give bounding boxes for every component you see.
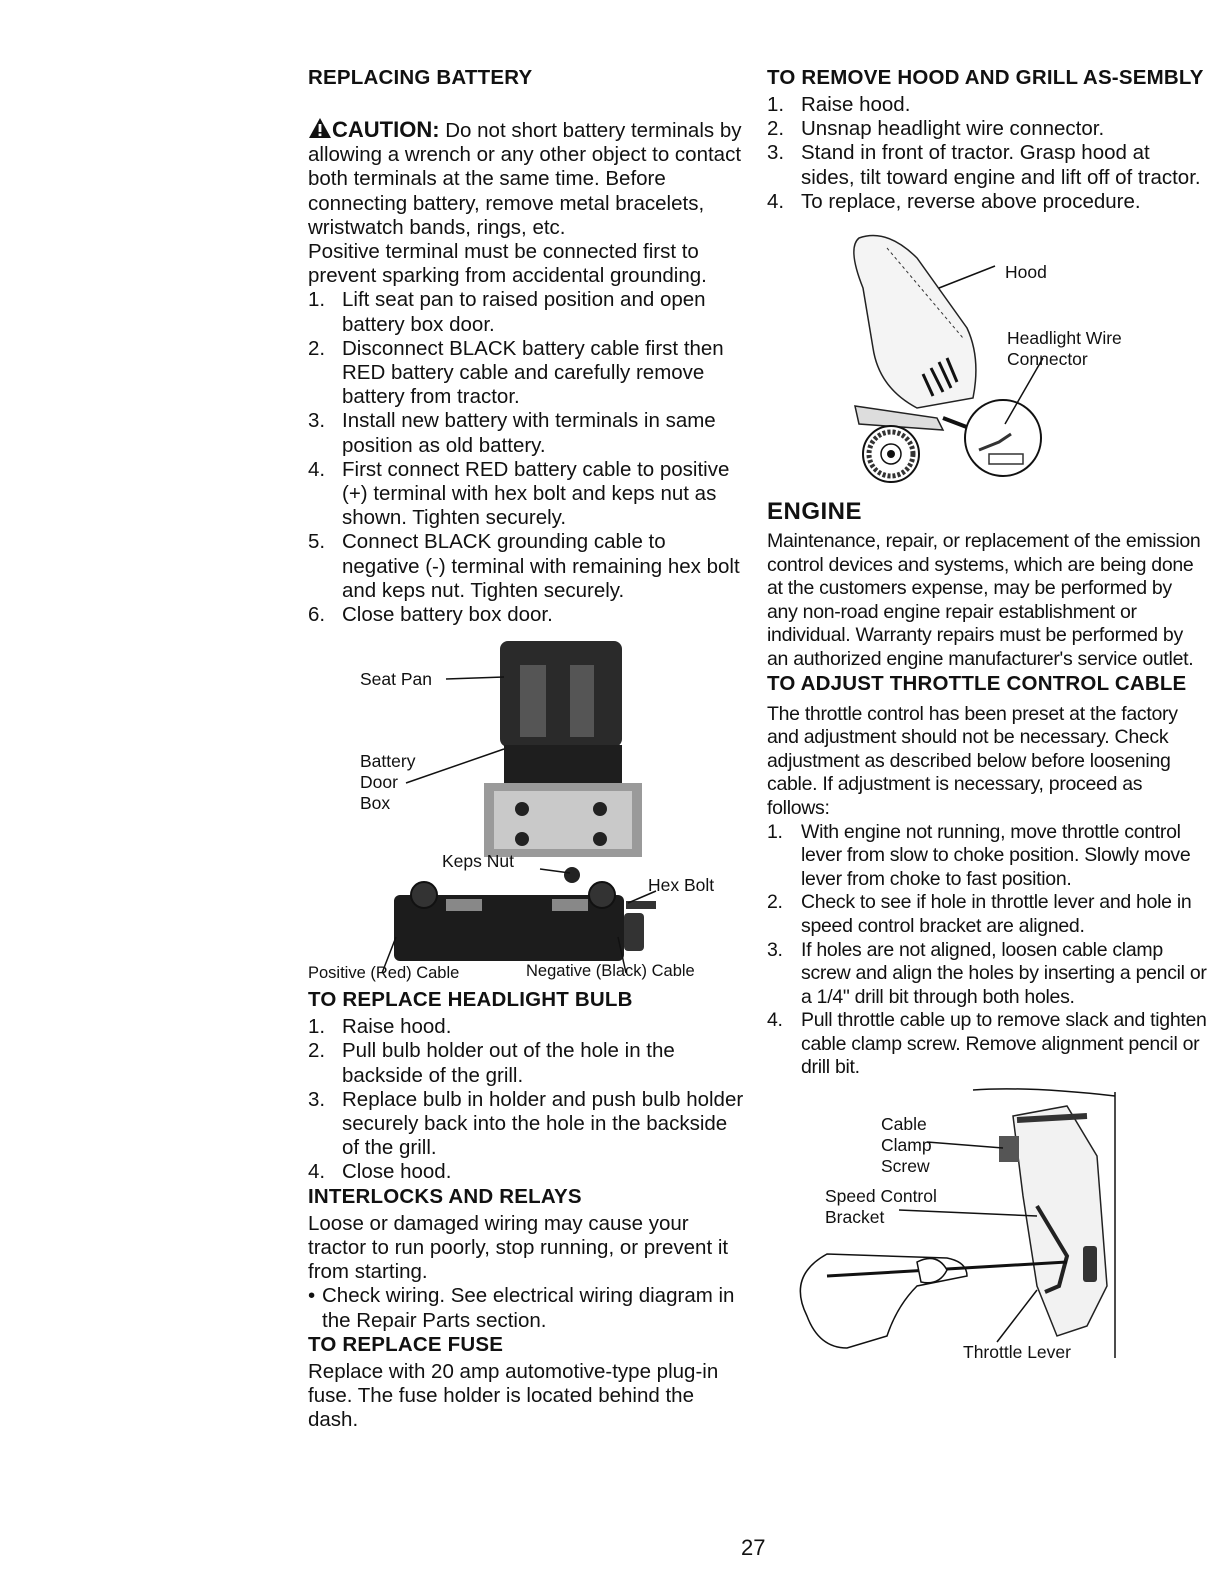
list-item: 1. Raise hood. [767,93,911,116]
seat-pan-label: Seat Pan [360,669,432,690]
replace-headlight-heading: TO REPLACE HEADLIGHT BULB [308,988,633,1012]
list-item: 1. Raise hood. [308,1015,452,1039]
list-item: 1. Lift seat pan to raised position and open battery box door. [308,288,706,336]
throttle-lever-label: Throttle Lever [963,1342,1071,1363]
battery-label: Battery [360,751,416,772]
cable-label: Cable [881,1114,927,1135]
page-number: 27 [741,1535,766,1560]
list-item: 3. If holes are not aligned, loosen cable clamp screw and align the holes by inserting a pencil or a 1/4" drill bit through both holes. [767,938,1207,1008]
throttle-heading: TO ADJUST THROTTLE CONTROL CABLE [767,671,1187,695]
speed-control-label: Speed Control [825,1186,937,1207]
engine-heading: ENGINE [767,498,863,526]
left-column [308,66,744,1432]
engine-text: Maintenance, repair, or replacement of the emission control devices and systems, which are being done at the customers expense, may be performed by any non-road engine repair establishment or individual. Warranty repairs must be performed by an authorized engine manufacturer's service outlet. [767,530,1201,670]
door-label: Door [360,772,398,793]
hex-bolt-label: Hex Bolt [648,875,715,896]
caution-paragraph [308,117,744,240]
list-item: 2. Disconnect BLACK battery cable first then RED battery cable and carefully remove battery from tractor. [308,336,724,409]
screw-label: Screw [881,1156,930,1177]
remove-hood-heading: TO REMOVE HOOD AND GRILL AS-SEMBLY [767,66,1204,89]
bracket-label: Bracket [825,1207,885,1228]
list-item: 3. Stand in front of tractor. Grasp hood at sides, tilt toward engine and lift off of tractor. [767,141,1201,189]
list-item: 4. Close hood. [308,1160,452,1184]
replace-fuse-heading: TO REPLACE FUSE [308,1332,504,1356]
list-item: 4. Pull throttle cable up to remove slack and tighten cable clamp screw. Remove alignment pencil or drill bit. [767,1009,1207,1079]
list-item: 6. Close battery box door. [308,603,553,627]
battery-figure [308,637,744,982]
connector-label: Connector [1007,349,1088,370]
list-item: 4. To replace, reverse above procedure. [767,189,1141,213]
keps-nut-label: Keps Nut [442,851,514,872]
replacing-battery-heading: REPLACING BATTERY [308,66,533,89]
throttle-figure [767,1086,1207,1363]
list-item: 3. Install new battery with terminals in same position as old battery. [308,409,716,457]
hood-illustration [767,228,1207,494]
list-item: 4. First connect RED battery cable to positive (+) terminal with hex bolt and keps nut as shown. Tighten securely. [308,457,730,530]
list-item: • Check wiring. See electrical wiring diagram in the Repair Parts section. [308,1284,735,1332]
caution-label: CAUTION: [332,117,440,142]
interlocks-bullets [308,1284,744,1332]
list-item: 2. Check to see if hole in throttle lever and hole in speed control bracket are aligned. [767,891,1192,937]
battery-steps [308,288,744,627]
list-item: 5. Connect BLACK grounding cable to negative (-) terminal with remaining hex bolt and keps nut. Tighten securely. [308,530,740,602]
right-column [767,66,1207,1363]
box-label: Box [360,793,391,814]
throttle-text: The throttle control has been preset at the factory and adjustment should not be necessary. Check adjustment as described below before loosening cable. If adjustment is necessary, proceed as follows: [767,702,1178,819]
positive-terminal-note: Positive terminal must be connected first to prevent sparking from accidental grounding. [308,240,707,288]
hood-label: Hood [1005,262,1047,283]
caution-text: Do not short battery terminals by allowing a wrench or any other object to contact both terminals at the same time. Before connecting battery, remove metal bracelets, wristwatch bands, rings, etc. [308,119,742,239]
interlocks-heading: INTERLOCKS AND RELAYS [308,1184,582,1208]
positive-cable-label: Positive (Red) Cable [308,964,460,983]
clamp-label: Clamp [881,1135,932,1156]
throttle-steps [767,821,1207,1081]
warning-triangle-icon [308,117,332,139]
negative-cable-label: Negative (Black) Cable [526,962,695,981]
list-item: 2. Unsnap headlight wire connector. [767,117,1105,141]
interlocks-text: Loose or damaged wiring may cause your tractor to run poorly, stop running, or prevent it from starting. [308,1211,729,1284]
list-item: 2. Pull bulb holder out of the hole in the backside of the grill. [308,1039,675,1087]
headlight-wire-label: Headlight Wire [1007,328,1122,349]
headlight-steps [308,1015,744,1184]
hood-steps [767,93,1207,214]
hood-figure [767,228,1207,494]
list-item: 1. With engine not running, move throttle control lever from slow to choke position. Slowly move lever from choke to fast position. [767,820,1191,890]
fuse-text: Replace with 20 amp automotive-type plug-in fuse. The fuse holder is located behind the dash. [308,1359,719,1432]
list-item: 3. Replace bulb in holder and push bulb holder securely back into the hole in the backside of the grill. [308,1087,744,1160]
